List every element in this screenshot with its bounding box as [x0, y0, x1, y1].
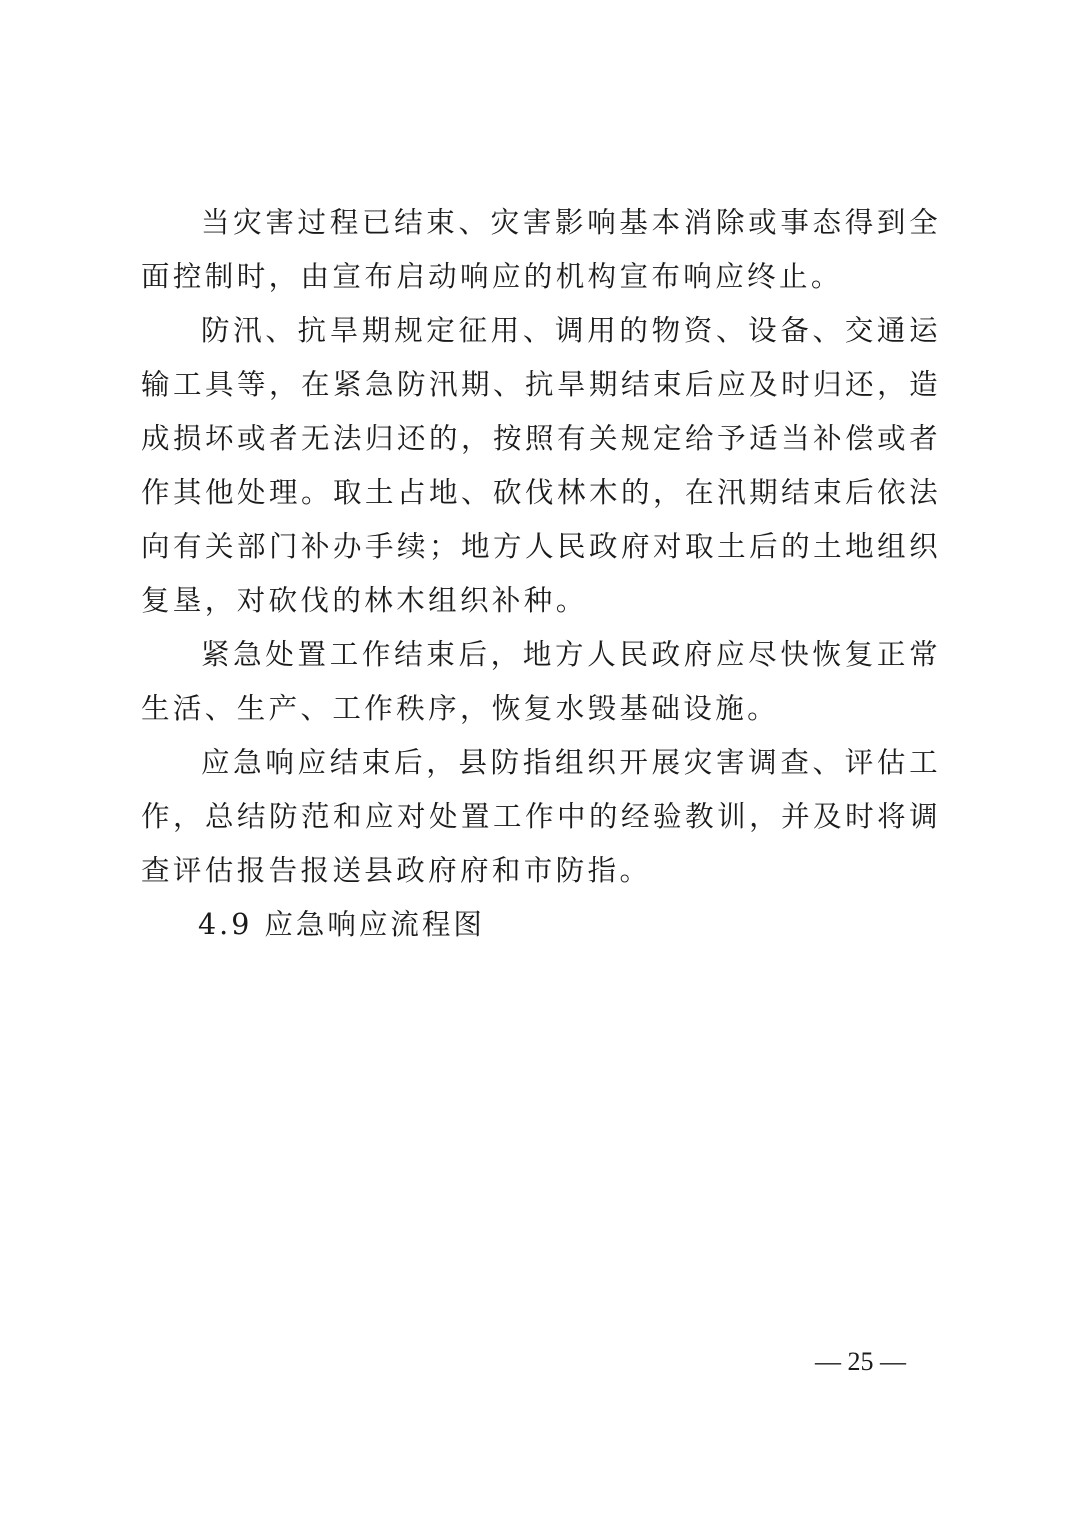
paragraph-recovery: 紧急处置工作结束后，地方人民政府应尽快恢复正常生活、生产、工作秩序，恢复水毁基础设施。 — [141, 638, 941, 725]
page-number: — 25 — — [815, 1347, 906, 1376]
document-body — [141, 196, 941, 952]
paragraph-investigation: 应急响应结束后，县防指组织开展灾害调查、评估工作，总结防范和应对处置工作中的经验教训，并及时将调查评估报告报送县政府府和市防指。 — [141, 746, 941, 887]
paragraph-materials-return: 防汛、抗旱期规定征用、调用的物资、设备、交通运输工具等，在紧急防汛期、抗旱期结束后应及时归还，造成损坏或者无法归还的，按照有关规定给予适当补偿或者作其他处理。取土占地、砍伐林木的，在汛期结束后依法向有关部门补办手续；地方人民政府对取土后的土地组织复垦，对砍伐的林木组织补种。 — [141, 314, 941, 617]
section-heading: 4.9 应急响应流程图 — [198, 908, 485, 941]
paragraph-response-termination: 当灾害过程已结束、灾害影响基本消除或事态得到全面控制时，由宣布启动响应的机构宣布响应终止。 — [141, 206, 941, 293]
